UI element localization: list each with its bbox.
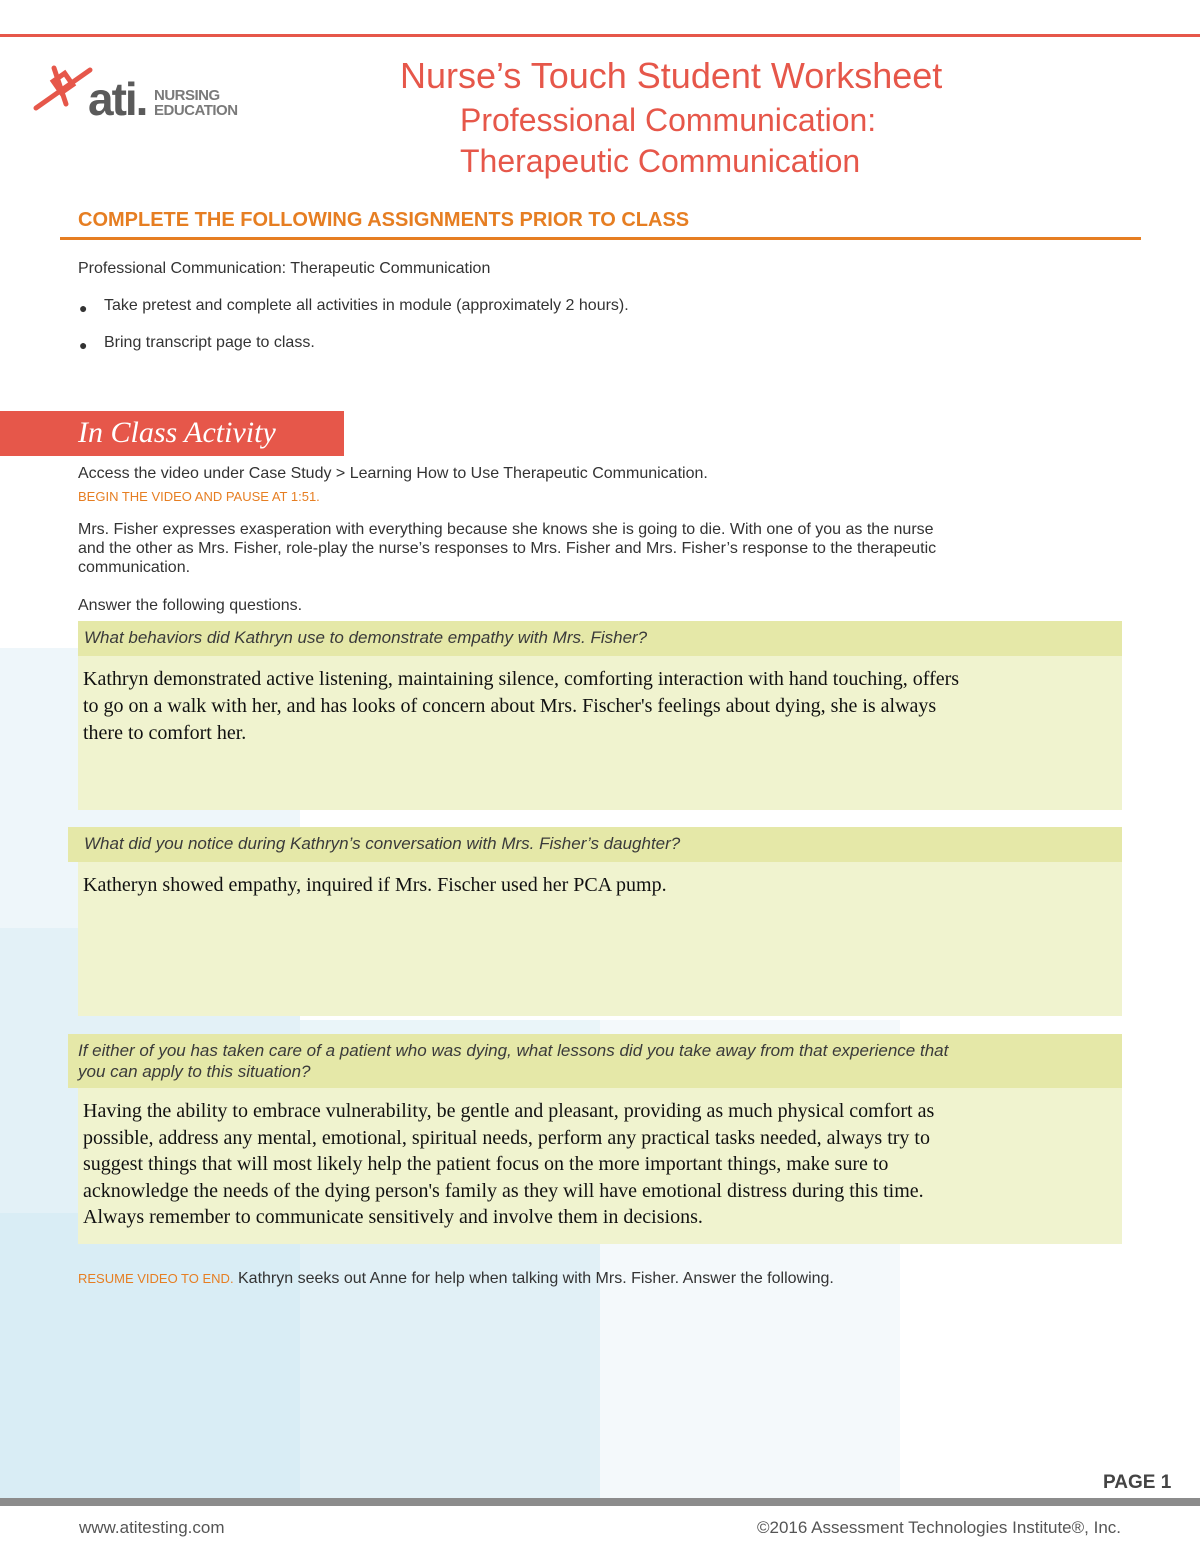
question-line: If either of you has taken care of a patient who was dying, what lessons did you take away from that experience that bbox=[78, 1041, 949, 1060]
bullet-icon: ● bbox=[79, 300, 88, 316]
resume-text: Kathryn seeks out Anne for help when talking with Mrs. Fisher. Answer the following. bbox=[233, 1270, 834, 1287]
resume-instruction bbox=[78, 1270, 834, 1288]
assignments-rule bbox=[60, 237, 1141, 240]
logo-sub-line2: EDUCATION bbox=[154, 102, 238, 119]
page-number: PAGE 1 bbox=[1103, 1472, 1172, 1493]
logo-sub-line1: NURSING bbox=[154, 87, 220, 104]
worksheet-title: Nurse’s Touch Student Worksheet bbox=[400, 55, 943, 96]
answer-line: Katheryn showed empathy, inquired if Mrs. Fischer used her PCA pump. bbox=[83, 874, 667, 896]
question-bar bbox=[68, 827, 1122, 862]
answer-box[interactable] bbox=[78, 1088, 1122, 1244]
list-item-text: Take pretest and complete all activities in module (approximately 2 hours). bbox=[104, 297, 629, 314]
scenario-description bbox=[78, 520, 936, 577]
subtitle-line1: Professional Communication: bbox=[460, 102, 877, 138]
answer-line: Having the ability to embrace vulnerability, be gentle and pleasant, providing as much physical comfort as bbox=[83, 1100, 935, 1122]
background-panel bbox=[0, 1213, 300, 1498]
in-class-activity-tab bbox=[0, 411, 344, 456]
module-name: Professional Communication: Therapeutic Communication bbox=[78, 260, 491, 277]
answer-line: to go on a walk with her, and has looks of concern about Mrs. Fischer's feelings about dying, she is always bbox=[83, 695, 937, 717]
copyright-notice: ©2016 Assessment Technologies Institute®, Inc. bbox=[757, 1518, 1121, 1537]
resume-label: RESUME VIDEO TO END. bbox=[78, 1271, 234, 1286]
background-panel bbox=[300, 1213, 600, 1498]
scenario-line: and the other as Mrs. Fisher, role-play the nurse’s responses to Mrs. Fisher and Mrs. Fisher’s response to the therapeutic bbox=[78, 540, 937, 557]
scenario-line: communication. bbox=[78, 559, 191, 576]
logo-subtitle bbox=[154, 88, 238, 118]
answer-line: Kathryn demonstrated active listening, maintaining silence, comforting interaction with hand touching, offers bbox=[83, 668, 960, 690]
top-rule bbox=[0, 34, 1200, 37]
bullet-icon: ● bbox=[79, 337, 88, 353]
footer-rule bbox=[0, 1498, 1200, 1506]
question-text bbox=[78, 1040, 948, 1082]
answer-line: possible, address any mental, emotional, spiritual needs, perform any practical tasks needed, always try to bbox=[83, 1126, 930, 1149]
answer-line: suggest things that will most likely help the patient focus on the more important things, make sure to bbox=[83, 1153, 889, 1175]
begin-video-instruction: BEGIN THE VIDEO AND PAUSE AT 1:51. bbox=[78, 489, 320, 504]
question-line: you can apply to this situation? bbox=[78, 1062, 311, 1081]
assignments-heading: COMPLETE THE FOLLOWING ASSIGNMENTS PRIOR TO CLASS bbox=[78, 209, 690, 231]
answer-box[interactable] bbox=[78, 656, 1122, 810]
ati-logo bbox=[30, 58, 270, 128]
answer-text bbox=[83, 666, 959, 747]
scenario-line: Mrs. Fisher expresses exasperation with everything because she knows she is going to die. With one of you as the nurse bbox=[78, 521, 934, 538]
answer-line: Always remember to communicate sensitively and involve them in decisions. bbox=[83, 1206, 703, 1228]
website-link[interactable]: www.atitesting.com bbox=[79, 1518, 225, 1537]
answer-box[interactable] bbox=[78, 862, 1122, 1016]
access-instructions: Access the video under Case Study > Learning How to Use Therapeutic Communication. bbox=[78, 465, 708, 482]
list-item bbox=[79, 297, 629, 316]
subtitle-line2: Therapeutic Communication bbox=[460, 143, 861, 179]
list-item-text: Bring transcript page to class. bbox=[104, 334, 315, 351]
answer-line: acknowledge the needs of the dying person's family as they will have emotional distress during this time. bbox=[83, 1179, 924, 1202]
answer-text bbox=[83, 1098, 934, 1231]
question-text: What behaviors did Kathryn use to demonstrate empathy with Mrs. Fisher? bbox=[84, 628, 648, 647]
logo-wordmark: ati. bbox=[88, 73, 147, 125]
list-item bbox=[79, 334, 315, 353]
question-bar bbox=[68, 1034, 1122, 1088]
answer-prompt: Answer the following questions. bbox=[78, 597, 303, 614]
worksheet-subtitle bbox=[460, 100, 876, 182]
answer-text bbox=[83, 872, 667, 899]
in-class-activity-label: In Class Activity bbox=[78, 416, 276, 449]
question-text: What did you notice during Kathryn’s conversation with Mrs. Fisher’s daughter? bbox=[84, 834, 681, 853]
answer-line: there to comfort her. bbox=[83, 722, 247, 744]
question-bar bbox=[78, 621, 1122, 656]
